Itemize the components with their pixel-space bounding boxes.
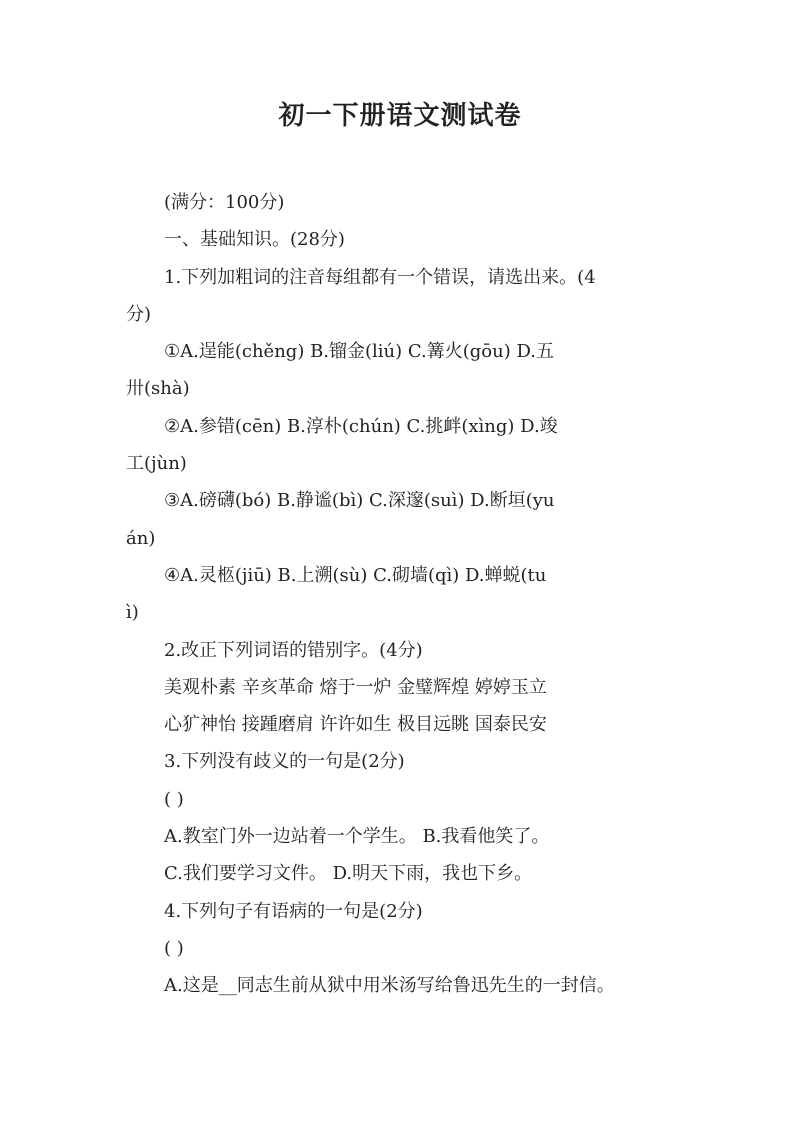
question-1-option-2: ②A.参错(cēn) B.淳朴(chún) C.挑衅(xìng) D.竣	[164, 415, 558, 437]
question-3-options-cd: C.我们要学习文件。 D.明天下雨，我也下乡。	[164, 863, 533, 885]
question-2-stem: 2.改正下列词语的错别字。(4分)	[164, 639, 423, 661]
question-2-words-row-2: 心犷神怡 接踵磨肩 许许如生 极目远眺 国泰民安	[164, 714, 547, 736]
question-1-option-3-cont: án)	[126, 527, 156, 549]
question-1-option-3: ③A.磅礴(bó) B.静谧(bì) C.深邃(suì) D.断垣(yu	[164, 490, 555, 512]
question-1-option-2-cont: 工(jùn)	[126, 453, 187, 475]
question-1-option-4-cont: ì)	[126, 602, 139, 624]
question-4-option-a: A.这是__同志生前从狱中用米汤写给鲁迅先生的一封信。	[164, 975, 615, 997]
question-1-option-1-cont: 卅(shà)	[126, 378, 190, 400]
question-3-options-ab: A.教室门外一边站着一个学生。 B.我看他笑了。	[164, 826, 550, 848]
question-3-answer-blank: ( )	[164, 788, 184, 810]
question-1-stem: 1.下列加粗词的注音每组都有一个错误，请选出来。(4	[164, 266, 596, 288]
document-title: 初一下册语文测试卷	[278, 101, 522, 131]
question-3-stem: 3.下列没有歧义的一句是(2分)	[164, 751, 405, 773]
question-2-words-row-1: 美观朴素 辛亥革命 熔于一炉 金璧辉煌 婷婷玉立	[164, 676, 547, 698]
full-score-line: (满分：100分)	[164, 192, 285, 213]
question-4-stem: 4.下列句子有语病的一句是(2分)	[164, 900, 423, 922]
question-1-stem-cont: 分)	[126, 303, 152, 325]
question-1-option-4: ④A.灵柩(jiū) B.上溯(sù) C.砌墙(qì) D.蝉蜕(tu	[164, 564, 547, 586]
question-4-answer-blank: ( )	[164, 937, 184, 959]
question-1-option-1: ①A.逞能(chěng) B.镏金(liú) C.篝火(gōu) D.五	[164, 341, 554, 363]
section-heading: 一、基础知识。(28分)	[164, 229, 345, 251]
document-body	[126, 184, 692, 1005]
